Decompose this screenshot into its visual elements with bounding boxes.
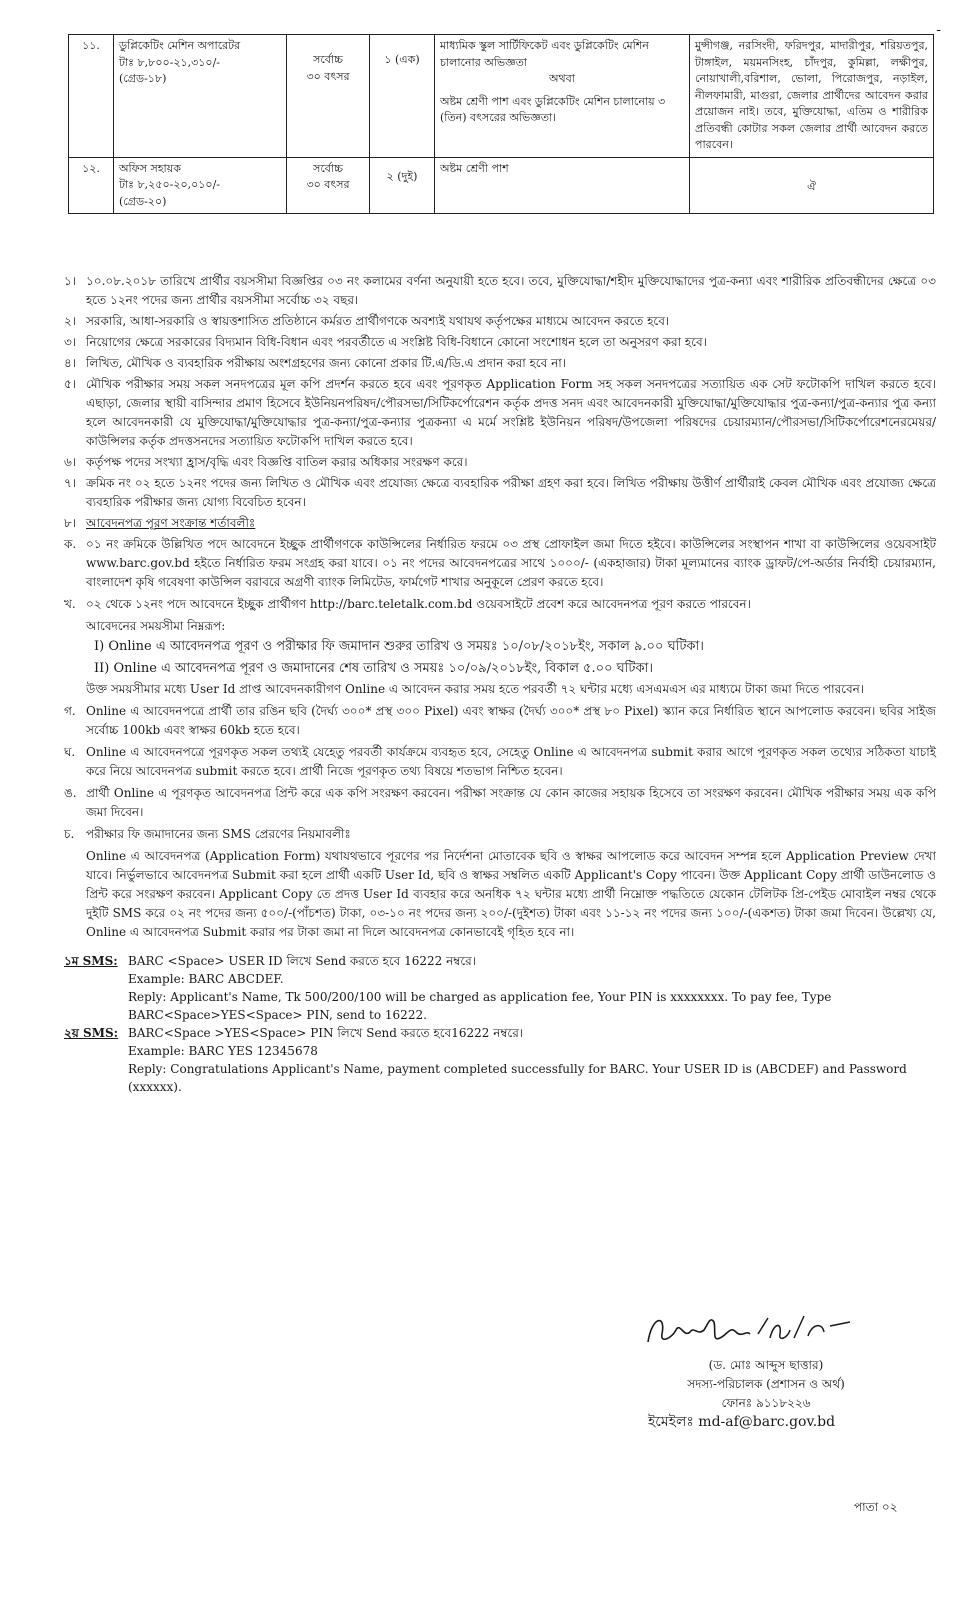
quantity-cell <box>370 157 435 214</box>
userid-note: উক্ত সময়সীমার মধ্যে User Id প্রাপ্ত আবেদনকারীগণ Online এ আবেদন করার সময় হতে পরবর্তী ৭২ ঘন্টার মধ্যে এসএমএস এর মাধ্যমে টাকা জমা দিতে পারবেন। <box>86 682 865 696</box>
districts-ditto: ঐ <box>807 179 816 193</box>
item-text: ১০.০৮.২০১৮ তারিখে প্রার্থীর বয়সসীমা বিজ্ঞপ্তির ০৩ নং কলামের বর্ণনা অনুযায়ী হতে হবে। তবে, মুক্তিযোদ্ধা/শহীদ মুক্তিযোদ্ধাদের পুত্র-কন্যা এবং শারীরিক প্রতিবন্ধীদের ক্ষেত্রে ০৩ হতে ১২নং পদের জন্য প্রার্থীর বয়সসীমা সর্বোচ্চ ৩২ বছর। <box>86 274 936 307</box>
item-number: ২। <box>64 314 77 328</box>
subnote-text: ০১ নং ক্রমিকে উল্লিখিত পদে আবেদনে ইচ্ছুক প্রার্থীগণকে কাউন্সিলের নির্ধারিত ফরমে ০৩ প্রস্থ প্রোফাইল জমা দিতে হইবে। কাউন্সিলের সংস্থাপন শাখা বা কাউন্সিলের ওয়েবসাইট www.barc.gov.bd হইতে নির্ধারিত ফরম সংগ্রহ করা যাবে। ০১ নং পদের আবেদনপত্রের সাথে ১০০০/- (একহাজার) টাকা মূল্যমানের ব্যাংক ড্রাফট/পে-অর্ডার নির্বাহী চেয়ারম্যান, বাংলাদেশ কৃষি গবেষণা কাউন্সিল বরাবরে অগ্রণী ব্যাংক লিমিটেড, ফার্মগেট শাখার অনুকূলে প্রেরণ করতে হবে। <box>86 537 936 589</box>
subnote-umo <box>64 784 936 822</box>
quantity-value: ২ (দুই) <box>386 169 418 183</box>
subnote-ga <box>64 702 936 740</box>
sms-first <box>64 952 936 970</box>
subnote-number: চ. <box>64 827 75 841</box>
post-grade: (গ্রেড-২০) <box>119 194 167 208</box>
sms-first-example: Example: BARC ABCDEF. <box>128 972 284 986</box>
sms-first-line: BARC <Space> USER ID লিখে Send করতে হবে 16222 নম্বরে। <box>128 954 477 968</box>
handwritten-signature <box>618 1308 858 1354</box>
age-label: সর্বোচ্চ <box>313 161 343 175</box>
item-text: ক্রমিক নং ০২ হতে ১২নং পদের জন্য লিখিত ও মৌখিক এবং প্রযোজ্য ক্ষেত্রে ব্যবহারিক পরীক্ষা গ্রহণ করা হবে। লিখিত পরীক্ষায় উত্তীর্ণ প্রার্থীরাই কেবল মৌখিক এবং প্রযোজ্য ক্ষেত্রে ব্যবহারিক পরীক্ষার জন্য যোগ্য বিবেচিত হবেন। <box>86 476 936 509</box>
subnote-text: Online এ আবেদনপত্রে প্রার্থী তার রঙিন ছবি (দৈর্ঘ্য ৩০০* প্রস্থ ৩০০ Pixel) এবং স্বাক্ষর (দৈর্ঘ্য ৩০০* প্রস্থ ৮০ Pixel) স্ক্যান করে নির্ধারিত স্থানে আপলোড করবেন। ছবির সাইজ সর্বোচ্চ 100kb এবং স্বাক্ষর 60kb হতে হবে। <box>86 704 936 737</box>
sms-first-label: ১ম SMS: <box>64 954 118 968</box>
qualification-primary: মাধ্যমিক স্কুল সার্টিফিকেট এবং ডুপ্লিকেটিং মেশিন চালানোর অভিজ্ঞতা <box>440 39 649 69</box>
sms-second-line: BARC<Space >YES<Space> PIN লিখে Send করতে হবে16222 নম্বরে। <box>128 1026 524 1040</box>
item-text: নিয়োগের ক্ষেত্রে সরকারের বিদ্যমান বিধি-বিধান এবং পরবর্তীতে এ সংশ্লিষ্ট বিধি-বিধানে কোনো সংশোধন হলে তা অনুসরণ করা হবে। <box>86 335 707 349</box>
schedule-start: I) Online এ আবেদনপত্র পূরণ ও পরীক্ষার ফি জমাদান শুরুর তারিখ ও সময়ঃ ১০/০৮/২০১৮ইং, সকাল ৯.০০ ঘটিকা। <box>94 639 704 654</box>
item-number: ৭। <box>64 476 77 490</box>
sms-instructions: Online এ আবেদনপত্র (Application Form) যথাযথভাবে পূরণের পর নির্দেশনা মোতাবেক ছবি ও স্বাক্ষর আপলোড করে আবেদন সম্পন্ন হলে Application Preview দেখা যাবে। নির্ভুলভাবে আবেদনপত্র Submit করা হলে প্রার্থী একটি User Id, ছবি ও স্বাক্ষর সম্বলিত একটি Applicant's Copy পাবেন। উক্ত Applicant Copy প্রার্থী ডাউনলোড ও প্রিন্ট করে সংরক্ষণ করবেন। Applicant Copy তে প্রদত্ত User Id ব্যবহার করে অনধিক ৭২ ঘন্টার মধ্যে প্রার্থী নিম্নোক্ত পদ্ধতিতে যেকোন টেলিটক প্রি-পেইড মোবাইল নম্বর থেকে দুইটি SMS করে ০২ নং পদের জন্য ৫০০/-(পাঁচশত) টাকা, ০৩-১০ নং পদের জন্য ২০০/-(দুইশত) টাকা এবং ১১-১২ নং পদের জন্য ১০০/-(একশত) টাকা জমা দিবেন। উল্লেখ্য যে, Online এ আবেদনপত্র Submit করার পর টাকা জমা না দিলে আবেদনপত্র কোনভাবেই গৃহিত হবে না। <box>86 849 936 939</box>
signatory-name: (ড. মোঃ আব্দুস ছাত্তার) <box>708 1358 824 1372</box>
sms-second <box>64 1024 936 1042</box>
list-item <box>64 474 936 512</box>
item-number: ৪। <box>64 356 77 370</box>
item-text: আবেদনপত্র পূরণ সংক্রান্ত শর্তাবলীঃ <box>86 516 256 530</box>
serial-cell: ১২. <box>69 157 114 214</box>
subnote-number: ঘ. <box>64 745 76 759</box>
table-row <box>69 157 934 214</box>
quantity-value: ১ (এক) <box>384 53 420 66</box>
sms-block <box>64 952 936 1096</box>
list-item <box>64 354 936 373</box>
list-item <box>64 453 936 472</box>
list-item <box>64 514 936 533</box>
post-pay: টাঃ ৮,৮০০-২১,৩১০/- <box>119 55 220 69</box>
post-name: ডুপ্লিকেটিং মেশিন অপারেটর <box>119 39 241 52</box>
subnote-number: ক. <box>64 537 77 551</box>
item-number: ৮। <box>64 516 77 530</box>
subnote-number: ঙ. <box>64 786 77 800</box>
item-text: কর্তৃপক্ষ পদের সংখ্যা হ্রাস/বৃদ্ধি এবং বিজ্ঞপ্তি বাতিল করার অধিকার সংরক্ষণ করে। <box>86 455 468 469</box>
item-number: ১। <box>64 274 77 288</box>
signatory-phone: ফোনঃ ৯১১৮২২৬ <box>721 1396 811 1410</box>
conditions-list <box>64 272 936 1096</box>
list-item <box>64 333 936 352</box>
item-text: সরকারি, আধা-সরকারি ও স্বায়ত্তশাসিত প্রতিষ্ঠানে কর্মরত প্রার্থীগণকে অবশ্যই যথাযথ কর্তৃপক্ষের মাধ্যমে আবেদন করতে হবে। <box>86 314 670 328</box>
subnote-text: প্রার্থী Online এ পূরণকৃত আবেদনপত্র প্রিন্ট করে এক কপি সংরক্ষণ করবেন। পরীক্ষা সংক্রান্ত যে কোন কাজের সহায়ক হিসেবে তা সংরক্ষণ করবেন। মৌখিক পরীক্ষার সময় এক কপি জমা দিবেন। <box>86 786 936 819</box>
item-number: ৩। <box>64 335 77 349</box>
signatory-email: ইমেইলঃ md-af@barc.gov.bd <box>648 1414 836 1430</box>
sms-second-example: Example: BARC YES 12345678 <box>128 1044 318 1058</box>
page-number: পাতা ০২ <box>854 1500 898 1514</box>
post-cell <box>114 35 287 158</box>
item-text: লিখিত, মৌখিক ও ব্যবহারিক পরীক্ষায় অংশগ্রহণের জন্য কোনো প্রকার টি.এ/ডি.এ প্রদান করা হবে না। <box>86 356 567 370</box>
age-cell <box>287 157 370 214</box>
subnote-number: গ. <box>64 704 76 718</box>
qualification-cell <box>435 35 690 158</box>
age-value: ৩০ বৎসর <box>306 178 350 191</box>
sms-second-reply: Reply: Congratulations Applicant's Name, payment completed successfully for BARC. Your USER ID is (ABCDEF) and Password (xxxxxx). <box>128 1062 907 1094</box>
signatory-title: সদস্য-পরিচালক (প্রশাসন ও অর্থ) <box>687 1377 845 1391</box>
post-grade: (গ্রেড-১৮) <box>119 72 167 85</box>
table-row <box>69 35 934 158</box>
item-text: মৌখিক পরীক্ষার সময় সকল সনদপত্রের মূল কপি প্রদর্শন করতে হবে এবং পূরণকৃত Application Form সহ সকল সনদপত্রের সত্যায়িত এক সেট ফটোকপি দাখিল করতে হবে। এছাড়া, জেলার স্থায়ী বাসিন্দার প্রমাণ হিসেবে ইউনিয়নপরিষদ/পৌরসভা/সিটিকর্পোরেশন কর্তৃক প্রদত্ত সনদ এবং আবেদনকারী মুক্তিযোদ্ধা/মুক্তিযোদ্ধার পুত্র-কন্যা/পুত্র-কন্যার পুত্র কন্যা হলে আবেদনকারী যে মুক্তিযোদ্ধা/মুক্তিযোদ্ধার পুত্র-কন্যা/পুত্র-কন্যার পুত্রকন্যা এ মর্মে সংশ্লিষ্ট ইউনিয়ন পরিষদ/উপজেলা পরিষদের চেয়ারম্যান/পৌরসভা/সিটিকর্পোরেশনেরমেয়র/কাউন্সিলর কর্তৃক প্রদত্তসনদের সত্যায়িত ফটোকপি দাখিল করতে হবে। <box>86 377 936 448</box>
deadline-intro: আবেদনের সময়সীমা নিম্নরূপ: <box>86 619 226 633</box>
subnote-text: পরীক্ষার ফি জমাদানের জন্য SMS প্রেরণের নিয়মাবলীঃ <box>86 827 351 841</box>
qualification-or: অথবা <box>549 72 575 85</box>
subnote-gha <box>64 743 936 781</box>
subnote-text: Online এ আবেদনপত্রে পূরণকৃত সকল তথ্যই যেহেতু পরবর্তী কার্যক্রমে ব্যবহৃত হবে, সেহেতু Online এ আবেদনপত্র submit করার আগে পূরণকৃত সকল তথ্যের সঠিকতা যাচাই করে নিয়ে আবেদনপত্র submit করতে হবে। প্রার্থী নিজে পূরণকৃত তথ্য বিষয়ে শতভাগ নিশ্চিত হবেন। <box>86 745 936 778</box>
subnote-kha <box>64 595 936 614</box>
schedule-end: II) Online এ আবেদনপত্র পূরণ ও জমাদানের শেষ তারিখ ও সময়ঃ ১০/০৯/২০১৮ইং, বিকাল ৫.০০ ঘটিকা। <box>94 661 653 676</box>
districts-cell: মুন্সীগঞ্জ, নরসিংদী, ফরিদপুর, মাদারীপুর, শরিয়তপুর, টাঙ্গাইল, ময়মনসিংহ, চাঁদপুর, কুমিল্লা, লক্ষীপুর, নোয়াখালী,বরিশাল, ভোলা, পিরোজপুর, নড়াইল, নীলফামারী, মাগুরা, জেলার প্রার্থীদের আবেদন করার প্রয়োজন নাই। তবে, মুক্তিযোদ্ধা, এতিম ও শারীরিক প্রতিবন্ধী কোটার সকল জেলার প্রার্থী আবেদন করতে পারবেন। <box>690 35 934 158</box>
qualification-alternate: অষ্টম শ্রেণী পাশ এবং ডুপ্লিকেটিং মেশিন চালানোয় ৩ (তিন) বৎসরের অভিজ্ঞতা। <box>440 94 666 124</box>
districts-cell <box>690 157 934 214</box>
post-pay: টাঃ ৮,২৫০-২০,০১০/- <box>119 178 221 191</box>
post-name: অফিস সহায়ক <box>119 161 181 175</box>
serial-cell: ১১. <box>69 35 114 158</box>
subnote-cha <box>64 825 936 844</box>
subnote-number: খ. <box>64 597 76 611</box>
list-item <box>64 312 936 331</box>
quantity-cell <box>370 35 435 158</box>
qualification-cell: অষ্টম শ্রেণী পাশ <box>435 157 690 214</box>
sms-second-label: ২য় SMS: <box>64 1026 119 1040</box>
item-number: ৬। <box>64 455 77 469</box>
age-cell <box>287 35 370 158</box>
posts-table <box>68 34 934 214</box>
age-value: ৩০ বৎসর <box>306 69 350 83</box>
item-number: ৫। <box>64 377 77 391</box>
subnote-ka <box>64 535 936 592</box>
subnote-text: ০২ থেকে ১২নং পদে আবেদনে ইচ্ছুক প্রার্থীগণ http://barc.teletalk.com.bd ওয়েবসাইটে প্রবেশ করে আবেদনপত্র পূরণ করতে পারবেন। <box>86 597 751 611</box>
list-item <box>64 375 936 451</box>
post-cell <box>114 157 287 214</box>
age-label: সর্বোচ্চ <box>313 53 343 66</box>
sms-first-reply: Reply: Applicant's Name, Tk 500/200/100 will be charged as application fee, Your PIN is xxxxxxxx. To pay fee, Type BARC<Space>YES<Space> PIN, send to 16222. <box>128 990 832 1022</box>
signature-block <box>616 1356 916 1432</box>
corner-mark: - <box>936 22 941 38</box>
list-item <box>64 272 936 310</box>
